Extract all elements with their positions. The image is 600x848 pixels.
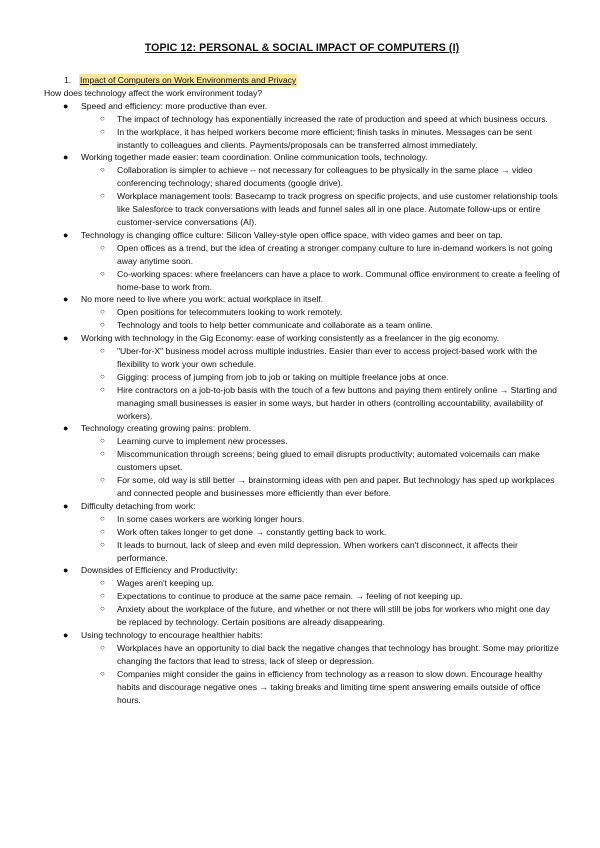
- sub-bullet-circle-icon: ○: [100, 513, 105, 523]
- sub-bullet-circle-icon: ○: [100, 449, 105, 459]
- sub-bullet-circle-icon: ○: [100, 436, 105, 446]
- sub-bullet-item: [44, 190, 560, 229]
- sub-bullet-circle-icon: ○: [100, 539, 105, 549]
- sub-bullet-text: "Uber-for-X" business model across multiple industries. Easier than ever to access project-based work with the flexibility to work your own schedule.: [117, 346, 538, 369]
- sub-bullet-item: [44, 435, 560, 448]
- bullet-item: [44, 100, 560, 113]
- sub-bullet-circle-icon: ○: [100, 526, 105, 536]
- bullet-dot-icon: ●: [63, 100, 69, 111]
- bullet-text: Difficulty detaching from work:: [81, 500, 196, 511]
- bullet-text: Working together made easier: team coordination. Online communication tools, technology.: [81, 152, 428, 163]
- sub-bullet-text: Open offices as a trend, but the idea of creating a stronger company culture to lure in-demand workers is not going away anytime soon.: [117, 242, 553, 266]
- sub-bullet-circle-icon: ○: [100, 578, 105, 588]
- bullet-item: [44, 422, 560, 435]
- sub-bullet-text: Miscommunication through screens; being glued to email disrupts productivity; automated voicemails can make customers upset.: [117, 449, 540, 473]
- sub-bullet-item: [44, 577, 560, 590]
- sub-bullet-text: The impact of technology has exponentially increased the rate of production and speed at which business occurs.: [117, 113, 548, 124]
- sub-bullet-text: For some, old way is still better → brainstorming ideas with pen and paper. But technology has sped up workplaces and connected people and businesses more efficiently than ever before.: [117, 475, 555, 498]
- bullet-dot-icon: ●: [63, 333, 69, 344]
- sub-bullet-circle-icon: ○: [100, 604, 105, 614]
- sub-bullet-text: Co-working spaces: where freelancers can have a place to work. Communal office environment to create a feeling of home-base to work from.: [117, 268, 560, 292]
- sub-bullet-text: It leads to burnout, lack of sleep and even mild depression. When workers can't disconnect, it affects their performance.: [117, 539, 518, 563]
- bullet-item: [44, 332, 560, 345]
- bullet-text: No more need to live where you work: actual workplace in itself.: [81, 294, 324, 305]
- section-title: Impact of Computers on Work Environments and Privacy: [80, 75, 297, 85]
- sub-bullet-circle-icon: ○: [100, 591, 105, 601]
- sub-bullet-item: [44, 113, 560, 126]
- bullet-item: [44, 151, 560, 164]
- sub-bullet-circle-icon: ○: [100, 346, 105, 356]
- sub-bullet-item: [44, 513, 560, 526]
- bullet-text: Using technology to encourage healthier habits:: [81, 629, 263, 640]
- bullet-dot-icon: ●: [63, 423, 69, 434]
- sub-bullet-circle-icon: ○: [100, 242, 105, 252]
- bullet-dot-icon: ●: [63, 229, 69, 240]
- bullet-dot-icon: ●: [63, 152, 69, 163]
- sub-bullet-item: [44, 526, 560, 539]
- sub-bullet-text: Learning curve to implement new processes.: [117, 436, 288, 447]
- sub-bullet-item: [44, 371, 560, 384]
- sub-bullet-item: [44, 474, 560, 500]
- bullet-item: [44, 229, 560, 242]
- bullet-text: Technology is changing office culture: Silicon Valley-style open office space, with video games and beer on tap.: [81, 229, 503, 240]
- sub-bullet-circle-icon: ○: [100, 113, 105, 123]
- sub-bullet-text: Workplace management tools: Basecamp to track progress on specific projects, and use customer relationship tools like Salesforce to track conversations with leads and funnel sales all in one place. Automate follow-ups or entire customer-service conversations (AI).: [117, 191, 558, 227]
- sub-bullet-item: [44, 126, 560, 152]
- sub-bullet-text: Anxiety about the workplace of the future, and whether or not there will still be jobs for workers who might one day be replaced by technology. Certain positions are already disappearing.: [117, 604, 550, 628]
- bullet-item: [44, 293, 560, 306]
- bullet-dot-icon: ●: [63, 294, 69, 305]
- sub-bullet-text: In some cases workers are working longer hours.: [117, 513, 305, 524]
- bullet-text: Speed and efficiency: more productive than ever.: [81, 100, 268, 111]
- sub-bullet-circle-icon: ○: [100, 320, 105, 330]
- sub-bullet-text: Expectations to continue to produce at the same pace remain. → feeling of not keeping up.: [117, 591, 463, 602]
- bullet-list: [44, 100, 560, 707]
- sub-bullet-circle-icon: ○: [100, 268, 105, 278]
- sub-bullet-text: Workplaces have an opportunity to dial back the negative changes that technology has brought. Some may prioritize changing the factors that lead to stress, lack of sleep or depression.: [117, 642, 559, 666]
- sub-bullet-circle-icon: ○: [100, 307, 105, 317]
- sub-bullet-circle-icon: ○: [100, 642, 105, 652]
- sub-bullet-text: Hire contractors on a job-to-job basis with the touch of a few buttons and paying them entirely online → Starting and managing small businesses is easier in some ways, but harder in others (controlling accountability, availability of workers).: [117, 384, 557, 421]
- sub-bullet-circle-icon: ○: [100, 371, 105, 381]
- sub-bullet-item: [44, 668, 560, 707]
- sub-bullet-item: [44, 306, 560, 319]
- sub-bullet-item: [44, 268, 560, 294]
- sub-bullet-circle-icon: ○: [100, 475, 105, 485]
- sub-bullet-item: [44, 539, 560, 565]
- sub-bullet-item: [44, 242, 560, 268]
- bullet-text: Downsides of Efficiency and Productivity:: [81, 565, 238, 576]
- sub-bullet-text: Gigging: process of jumping from job to job or taking on multiple freelance jobs at once.: [117, 371, 449, 382]
- sub-bullet-text: In the workplace, it has helped workers become more efficient; finish tasks in minutes. Messages can be sent instantly to colleagues and clients. Payments/proposals can be transferred almost immediately.: [117, 126, 532, 150]
- sub-bullet-item: [44, 319, 560, 332]
- sub-bullet-circle-icon: ○: [100, 191, 105, 201]
- sub-bullet-text: Companies might consider the gains in efficiency from technology as a reason to slow down. Encourage healthy habits and discourage negative ones → taking breaks and limiting time spent answering emails outside of office hours.: [117, 668, 543, 705]
- section-question: How does technology affect the work environment today?: [44, 87, 263, 98]
- bullet-dot-icon: ●: [63, 629, 69, 640]
- bullet-item: [44, 500, 560, 513]
- sub-bullet-text: Wages aren't keeping up.: [117, 578, 214, 589]
- sub-bullet-item: [44, 590, 560, 603]
- sub-bullet-item: [44, 448, 560, 474]
- sub-bullet-item: [44, 384, 560, 423]
- sub-bullet-circle-icon: ○: [100, 165, 105, 175]
- sub-bullet-item: [44, 603, 560, 629]
- bullet-dot-icon: ●: [63, 500, 69, 511]
- sub-bullet-item: [44, 164, 560, 190]
- sub-bullet-text: Work often takes longer to get done → constantly getting back to work.: [117, 526, 387, 537]
- sub-bullet-text: Open positions for telecommuters looking to work remotely.: [117, 307, 343, 318]
- sub-bullet-circle-icon: ○: [100, 384, 105, 394]
- section-heading: [64, 74, 560, 87]
- sub-bullet-text: Collaboration is simpler to achieve -- not necessary for colleagues to be physically in the same place → video conferencing technology; shared documents (google drive).: [117, 165, 533, 189]
- sub-bullet-circle-icon: ○: [100, 668, 105, 678]
- page-title: TOPIC 12: PERSONAL & SOCIAL IMPACT OF COMPUTERS (I): [144, 42, 460, 54]
- bullet-text: Working with technology in the Gig Economy: ease of working consistently as a freelancer in the gig economy.: [81, 333, 500, 344]
- bullet-item: [44, 564, 560, 577]
- bullet-dot-icon: ●: [63, 565, 69, 576]
- sub-bullet-item: [44, 642, 560, 668]
- section-number: 1.: [64, 75, 72, 85]
- sub-bullet-item: [44, 345, 560, 371]
- sub-bullet-text: Technology and tools to help better communicate and collaborate as a team online.: [117, 320, 433, 331]
- bullet-item: [44, 629, 560, 642]
- bullet-text: Technology creating growing pains: problem.: [81, 423, 252, 434]
- sub-bullet-circle-icon: ○: [100, 126, 105, 136]
